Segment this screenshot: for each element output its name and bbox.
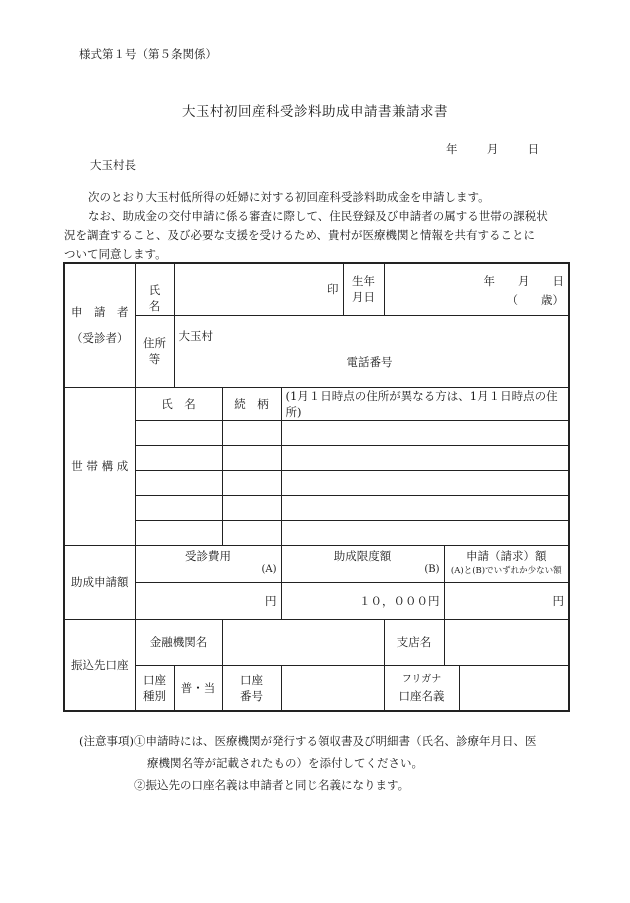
intro-line-3: 況を調査すること、及び必要な支援を受けるため、貴村が医療機関と情報を共有することに (64, 228, 536, 242)
household-address-cell[interactable] (281, 495, 569, 520)
bank-name-label: 金融機関名 (135, 619, 222, 665)
note-line-2: 療機関名等が記載されたもの）を添付してください。 (147, 756, 423, 770)
intro-line-2: なお、助成金の交付申請に係る審査に際して、住民登録及び申請者の属する世帯の課税状 (88, 209, 548, 223)
addressee: 大玉村長 (90, 158, 136, 172)
form-number: 様式第１号（第５条関係） (79, 47, 217, 61)
account-holder-label: 口座名義 (398, 688, 445, 703)
household-name-cell[interactable] (135, 520, 222, 545)
name-field[interactable] (174, 263, 343, 315)
bank-name-field[interactable] (222, 619, 384, 665)
intro-line-4: ついて同意します。 (64, 247, 167, 261)
account-holder-field[interactable] (459, 665, 569, 711)
fee-yen-unit: 円 (265, 593, 277, 608)
patient-label: （受診者） (71, 331, 129, 346)
name-label: 氏 名 (135, 263, 174, 315)
phone-label: 電話番号 (346, 354, 393, 369)
applicant-label: 申 請 者 (71, 305, 129, 320)
birth-age: （ 歳） (506, 293, 564, 307)
household-col-name: 氏 名 (135, 387, 222, 420)
household-name-cell[interactable] (135, 470, 222, 495)
household-address-cell[interactable] (281, 420, 569, 445)
household-name-cell[interactable] (135, 495, 222, 520)
household-relation-cell[interactable] (222, 470, 281, 495)
bank-section-label: 振込先口座 (64, 619, 135, 711)
page-title: 大玉村初回産科受診料助成申請書兼請求書 (182, 104, 448, 120)
claim-yen-unit: 円 (552, 593, 564, 608)
household-address-cell[interactable] (281, 470, 569, 495)
subsidy-section-label: 助成申請額 (64, 545, 135, 619)
date-day-label: 日 (527, 142, 540, 156)
household-address-cell[interactable] (281, 520, 569, 545)
branch-label: 支店名 (384, 619, 444, 665)
fee-header (135, 545, 281, 582)
intro-text (64, 188, 564, 264)
account-type-label (135, 665, 174, 711)
note-line-3: ②振込先の口座名義は申請者と同じ名義になります。 (134, 778, 410, 792)
birth-label: 生年月日 (343, 263, 384, 315)
account-type-label-2: 種別 (143, 688, 166, 703)
date-year-label: 年 (446, 142, 458, 156)
household-row (64, 445, 569, 470)
date-month-label: 月 (486, 142, 499, 156)
limit-label: 助成限度額 (333, 548, 392, 563)
date-line (446, 141, 539, 157)
applicant-section-label (64, 263, 135, 387)
holder-label (384, 665, 459, 711)
seal-mark: 印 (327, 282, 339, 297)
limit-header (281, 545, 444, 582)
birth-field[interactable] (384, 263, 569, 315)
note-line-1: (注意事項)①申請時には、医療機関が発行する領収書及び明細書（氏名、診療年月日、医 (79, 734, 537, 748)
household-address-cell[interactable] (281, 445, 569, 470)
limit-amount: １０，０００円 (281, 582, 444, 619)
address-field[interactable] (174, 315, 569, 387)
account-number-label (222, 665, 281, 711)
household-section-label: 世 帯 構 成 (64, 387, 135, 545)
branch-field[interactable] (444, 619, 569, 665)
application-form-table (63, 262, 570, 712)
claim-header (444, 545, 569, 582)
account-type-value[interactable]: 普・当 (174, 665, 222, 711)
account-number-label-1: 口座 (240, 672, 263, 687)
household-relation-cell[interactable] (222, 520, 281, 545)
limit-mark: (B) (424, 563, 440, 575)
account-number-label-2: 番号 (240, 688, 263, 703)
claim-note: (A)と(B)でいずれか少ない額 (450, 565, 562, 576)
claim-label: 申請（請求）額 (466, 548, 547, 563)
household-row (64, 420, 569, 445)
household-row (64, 470, 569, 495)
notes (79, 730, 579, 796)
birth-ymd: 年 月 日 (483, 274, 564, 288)
household-relation-cell[interactable] (222, 445, 281, 470)
intro-line-1: 次のとおり大玉村低所得の妊婦に対する初回産科受診料助成金を申請します。 (88, 190, 490, 204)
account-type-label-1: 口座 (143, 672, 166, 687)
household-col-relation: 続 柄 (222, 387, 281, 420)
household-row (64, 495, 569, 520)
household-name-cell[interactable] (135, 420, 222, 445)
household-row (64, 520, 569, 545)
furigana-label: フリガナ (401, 673, 442, 685)
account-number-field[interactable] (281, 665, 384, 711)
household-name-cell[interactable] (135, 445, 222, 470)
claim-amount-field[interactable] (444, 582, 569, 619)
fee-mark: (A) (261, 563, 277, 575)
household-col-note: (1月１日時点の住所が異なる方は、1月１日時点の住所) (281, 387, 569, 420)
household-relation-cell[interactable] (222, 420, 281, 445)
household-relation-cell[interactable] (222, 495, 281, 520)
address-value: 大玉村 (178, 328, 213, 343)
address-label: 住所等 (135, 315, 174, 387)
fee-amount-field[interactable] (135, 582, 281, 619)
fee-label: 受診費用 (185, 548, 231, 563)
